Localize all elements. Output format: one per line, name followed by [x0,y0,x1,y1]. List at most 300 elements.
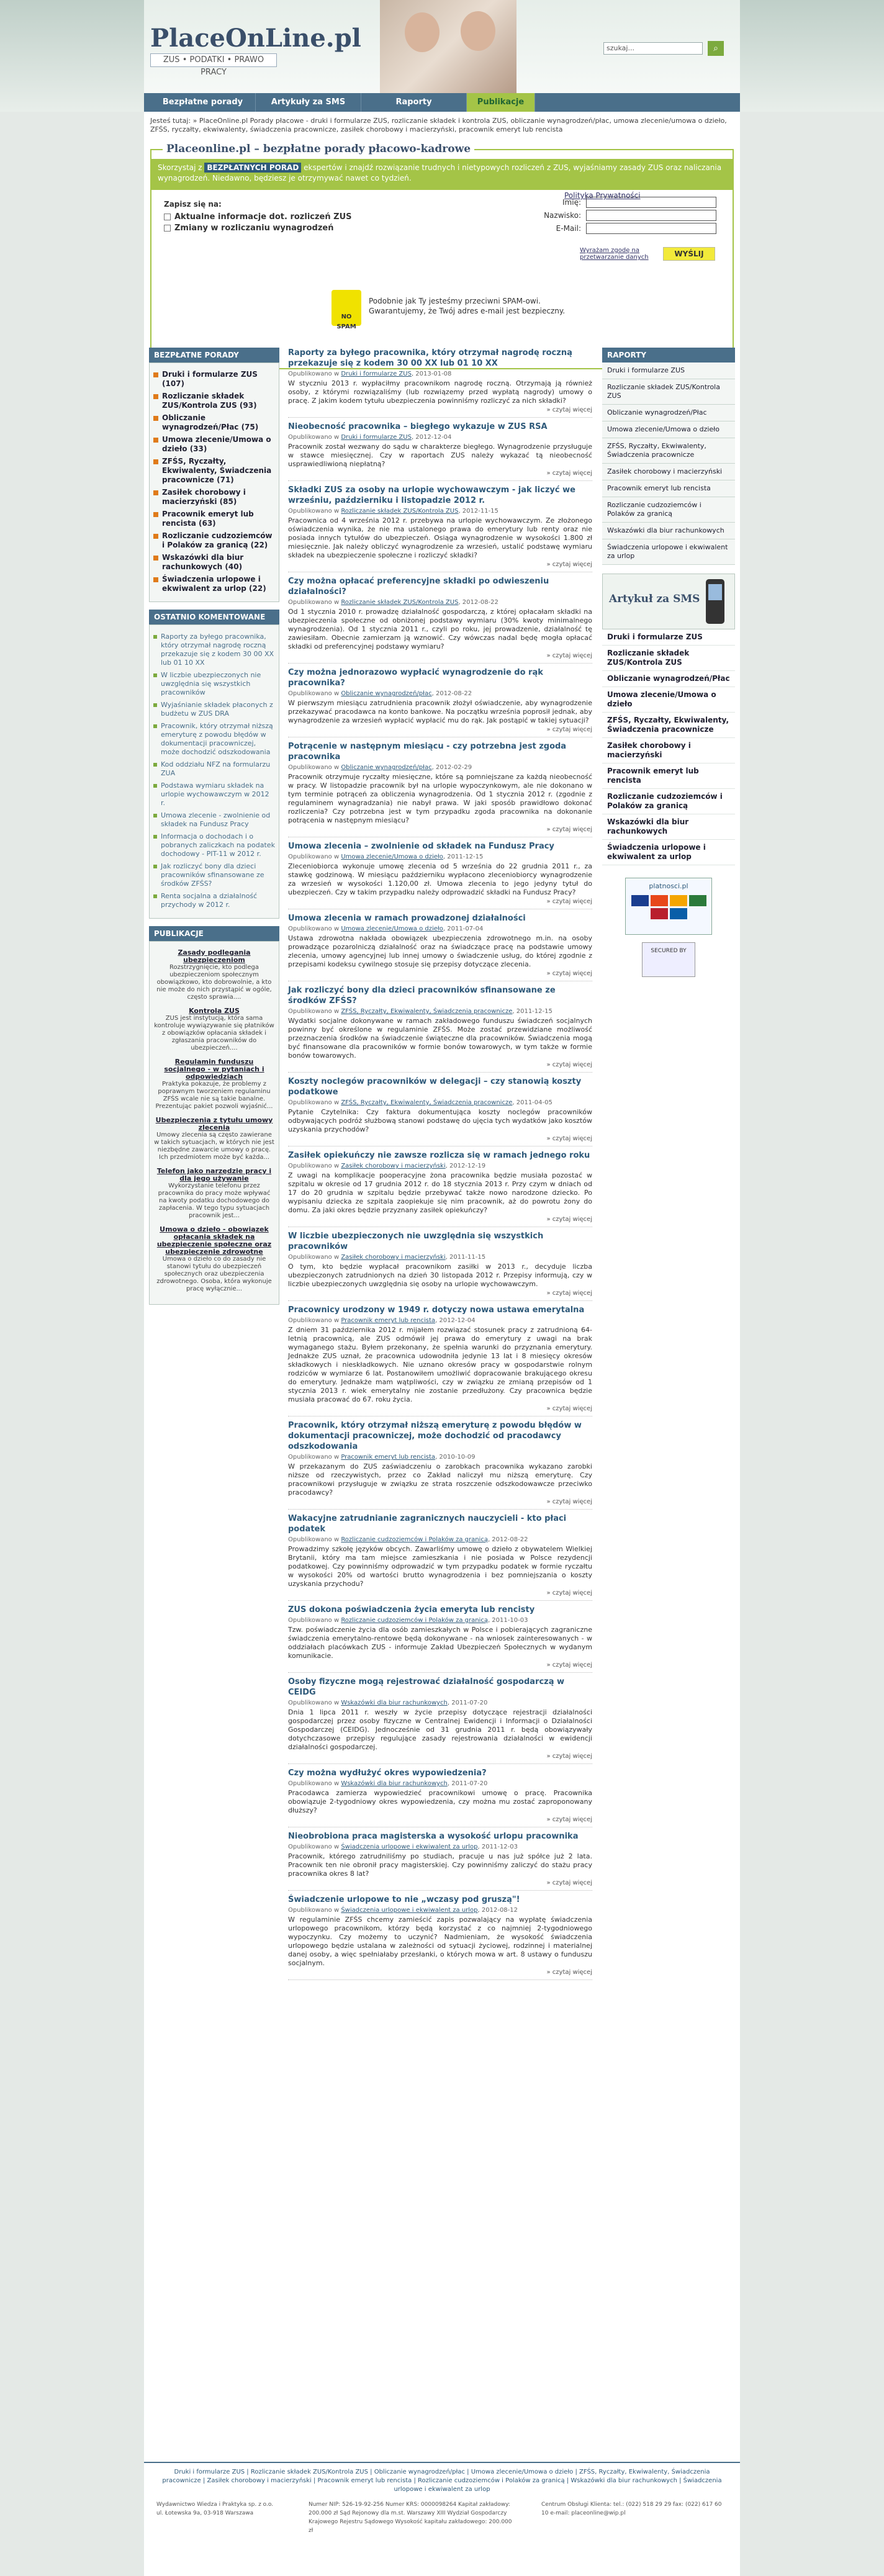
publication-title[interactable]: Regulamin funduszu socjalnego - w pytaniach i odpowiedziach [164,1058,264,1081]
raport-item[interactable]: Rozliczanie składek ZUS/Kontrola ZUS [602,379,735,405]
article-title[interactable]: Składki ZUS za osoby na urlopie wychowawczym - jak liczyć we wrześniu, październiku i listopadzie 2012 r. [288,485,575,505]
porady-item[interactable] [153,553,275,572]
article-date: , 2012-12-19 [445,1163,486,1169]
breadcrumb: Jesteś tutaj: » PlaceOnline.pl Porady płacowe - druki i formularze ZUS, rozliczanie składek i kontrola ZUS, obliczanie wynagrodzeń/płac, umowa zlecenie/umowa o dzieło, ZFŚS, ryczałty, ekwiwalenty, świadczenia pracownicze, zasiłek chorobowy i macierzyński, pracownik emeryt lub rencista [150,117,727,133]
publication-title[interactable]: Umowa o dzieło - obowiązek opłacania składek na ubezpieczenie społeczne oraz ubezpieczenie zdrowotne [156,1225,272,1256]
footer [144,2462,740,2540]
article-date: , 2011-07-20 [447,1780,488,1787]
article-meta [288,371,592,377]
article-title[interactable]: Jak rozliczyć bony dla dzieci pracowników sfinansowane ze środków ZFŚS? [288,986,556,1006]
article [288,985,592,1073]
left-sidebar [149,348,279,1305]
article-category[interactable]: Umowa zlecenie/Umowa o dzieło [341,925,443,932]
publication-item[interactable] [153,1007,275,1052]
article-category[interactable]: Rozliczanie cudzoziemców i Polaków za granicą [341,1536,488,1543]
publication-item[interactable] [153,1226,275,1293]
person-image [405,12,440,52]
article-excerpt: Zleceniobiorca wykonuje umowę zlecenia od 5 września do 22 grudnia 2011 r., za stawkę godzinową. W miesiącu październiku wypłacono zleceniobiorcy wynagrodzenie za wrzesień w wysokości 1.120,00 zł. Umowa zlecenia to jego jedyny tytuł do ubezpieczeń. Czy w takim przypadku należy odprowadzić składki na Fundusz Pracy? [288,862,592,896]
nav-raporty[interactable]: Raporty [361,93,467,112]
article-excerpt: Wydatki socjalne dokonywane w ramach zakładowego funduszu świadczeń socjalnych powinny być określone w regulaminie ZFŚS. Może zostać przewidziane możliwość przeznaczenia środków na świadczenie świąteczne dla pracowników. Świadczenia mogą być finansowane dla pracowników w formie bonów towarowych, w tym także w formie bonów towarowych. [288,1017,592,1060]
article-meta [288,1317,592,1324]
comment-item[interactable] [153,760,275,778]
nav-publikacje[interactable]: Publikacje [467,93,535,112]
bullet-icon [153,763,157,767]
person-image [461,11,495,51]
site-tagline: ZUS • PODATKI • PRAWO PRACY [150,53,277,67]
article-excerpt: Prowadzimy szkołę języków obcych. Zawarliśmy umowę o dzieło z obywatelem Wielkiej Brytanii, który ma tam miejsce zamieszkania i nie posiada w Polsce rezydencji podatkowej. Czy powinniśmy odprowadzić w tym przypadku podatek w formie ryczałtu w wysokości 20% od wartości brutto wynagrodzenia i bez pomniejszania o koszty uzyskania przychodu? [288,1545,592,1588]
article-title[interactable]: Pracownik, który otrzymał niższą emeryturę z powodu błędów w dokumentacji pracowniczej, może dochodzić od pracodawcy odszkodowania [288,1421,582,1451]
sms-banner[interactable] [602,574,735,629]
article-title[interactable]: Koszty noclegów pracowników w delegacji – czy stanowią koszty podatkowe [288,1077,582,1097]
article [288,1305,592,1416]
article [288,1076,592,1146]
article-category[interactable]: Rozliczanie składek ZUS/Kontrola ZUS [341,508,459,515]
porady-item[interactable] [153,392,275,410]
porady-label: Druki i formularze ZUS (107) [162,370,258,388]
bullet-icon [153,490,158,495]
article-date: , 2012-12-04 [435,1317,476,1324]
article-date: , 2011-07-20 [447,1700,488,1706]
nospam-icon: NO SPAM [332,290,361,326]
published-prefix: Opublikowano w [288,1907,341,1914]
comments-heading: OSTATNIO KOMENTOWANE [149,610,279,624]
article-excerpt: Pracownica od 4 września 2012 r. przebywa na urlopie wychowawczym. Ze złożonego oświadczenia wynika, że nie ma ustalonego prawa do emerytury lub renty oraz nie posiada innych tytułów do ubezpieczeń. Osiąga wynagrodzenie w wysokości 1.800 zł miesięcznie. Jak należy obliczyć wynagrodzenie za wrzesień, ustalić podstawę wymiaru składek na ubezpieczenie społeczne i rozliczyć składki? [288,516,592,559]
read-more-link[interactable]: » czytaj więcej [546,652,592,659]
article-date: , 2010-10-09 [435,1454,476,1461]
article-category[interactable]: Druki i formularze ZUS [341,434,412,441]
porady-label: Umowa zlecenie/Umowa o dzieło (33) [162,435,271,453]
article [288,421,592,481]
porady-item[interactable] [153,370,275,389]
read-more-link[interactable]: » czytaj więcej [546,1753,592,1760]
article-category[interactable]: Obliczanie wynagrodzeń/płac [341,764,432,771]
sms-item[interactable]: Rozliczanie składek ZUS/Kontrola ZUS [602,646,735,671]
article-meta [288,1536,592,1543]
article-category[interactable]: Świadczenia urlopowe i ekwiwalent za urlop [341,1844,478,1850]
card-logos [626,895,711,919]
article [288,841,592,909]
comment-item[interactable] [153,811,275,829]
porady-label: Zasiłek chorobowy i macierzyński (85) [162,488,246,506]
read-more-link[interactable]: » czytaj więcej [546,470,592,477]
card-icon [651,908,668,919]
read-more-link[interactable]: » czytaj więcej [546,407,592,413]
option-label: Aktualne informacje dot. rozliczeń ZUS [174,212,352,222]
article [288,485,592,572]
publication-item[interactable] [153,1117,275,1161]
raport-item[interactable]: Obliczanie wynagrodzeń/Płac [602,405,735,421]
bullet-icon [153,372,158,377]
published-prefix: Opublikowano w [288,1454,341,1461]
porady-label: Obliczanie wynagrodzeń/Płac (75) [162,413,259,431]
publication-title[interactable]: Telefon jako narzędzie pracy i dla jego używanie [156,1167,272,1182]
raport-item[interactable]: Zasiłek chorobowy i macierzyński [602,464,735,480]
comment-item[interactable] [153,633,275,667]
read-more-link[interactable]: » czytaj więcej [546,898,592,905]
article-title[interactable]: Umowa zlecenia w ramach prowadzonej działalności [288,914,526,923]
article-category[interactable]: Zasiłek chorobowy i macierzyński [341,1254,446,1261]
article [288,1605,592,1673]
publication-title[interactable]: Kontrola ZUS [189,1007,240,1015]
publication-desc: Rozstrzygnięcie, kto podlega ubezpieczeniom społecznym obowiązkowo, kto dobrowolnie, a kto nie może do nich przystąpić w ogóle, często sprawia.... [156,964,272,1001]
read-more-link[interactable]: » czytaj więcej [546,1405,592,1412]
published-prefix: Opublikowano w [288,508,341,515]
article-excerpt: Od 1 stycznia 2010 r. prowadzę działalność gospodarczą, z której opłacałam składki na ubezpieczenia społeczne od obniżonej podstawy wymiaru (30% kwoty minimalnego wynagrodzenia). Od 1 stycznia 2011 r., czyli po roku, jej prowadzenie, działalność tę zawiesiłam. Obecnie zamierzam ją wznowić. Czy wówczas nadal będę mogła opłacać składki od preferencyjnej podstawy wymiaru? [288,608,592,651]
sms-item[interactable]: Wskazówki dla biur rachunkowych [602,814,735,840]
published-prefix: Opublikowano w [288,1780,341,1787]
subscribe-form [164,191,716,281]
article [288,1231,592,1301]
article-date: , 2011-04-05 [512,1099,552,1106]
sms-item[interactable]: Druki i formularze ZUS [602,629,735,646]
read-more-link[interactable]: » czytaj więcej [546,1216,592,1223]
comment-item[interactable] [153,722,275,757]
article-excerpt: O tym, kto będzie wypłacał pracownikom zasiłki w 2013 r., decyduje liczba ubezpieczonych zatrudnionych na dzień 30 listopada 2012 r. Przepisy informują, czy w liczbie ubezpieczonych uwzględnia się osoby na urlopie wychowawczym. [288,1263,592,1288]
article-excerpt: Pracownik, którego zatrudniliśmy po studiach, pracuje u nas już spółce już 2 lata. Pracownik ten nie obronił pracy magisterskiej. Czy powinniśmy zaliczyć do stażu pracy pracownika okres 8 lat? [288,1852,592,1878]
article-title[interactable]: Czy można wydłużyć okres wypowiedzenia? [288,1768,487,1778]
comment-item[interactable] [153,671,275,697]
bullet-icon [153,724,157,728]
field-label: E-Mail: [556,224,581,233]
article-title[interactable]: Nieobrobiona praca magisterska a wysokość urlopu pracownika [288,1832,579,1841]
article-meta [288,434,592,441]
published-prefix: Opublikowano w [288,1844,341,1850]
article-meta [288,1617,592,1624]
intro-banner [151,159,733,190]
read-more-link[interactable]: » czytaj więcej [546,1969,592,1976]
read-more-link[interactable]: » czytaj więcej [546,1816,592,1823]
sms-item[interactable]: Zasiłek chorobowy i macierzyński [602,738,735,763]
payment-badge[interactable] [625,878,712,935]
comment-label: Kod oddziału NFZ na formularzu ZUA [161,760,271,777]
publication-desc: Praktyka pokazuje, że problemy z poprawnym tworzeniem regulaminu ZFŚS wcale nie są takie banalne. Prezentując pakiet pozwoli wyjaśnić... [155,1081,273,1110]
article-date: , 2012-12-04 [411,434,452,441]
article [288,1677,592,1764]
right-sidebar [602,348,735,977]
comment-label: Jak rozliczyć bony dla dzieci pracowników sfinansowane ze środków ZFŚS? [161,862,264,888]
article-meta [288,508,592,515]
phone-icon [706,579,724,624]
bullet-icon [153,673,157,677]
published-prefix: Opublikowano w [288,434,341,441]
comment-label: Renta socjalna a działalność przychody w 2012 r. [161,892,258,909]
article-title[interactable]: Czy można jednorazowo wypłacić wynagrodzenie do rąk pracownika? [288,668,543,688]
read-more-link[interactable]: » czytaj więcej [546,1590,592,1596]
article-excerpt: Ustawa zdrowotna nakłada obowiązek ubezpieczenia zdrowotnego m.in. na osoby prowadzące pozarolniczą działalność oraz na świadczące pracę na podstawie umowy zlecenia, umowy agencyjnej lub innej umowy o świadczenie usług, do której zgodnie z przepisami kodeksu cywilnego stosuje się przepisy dotyczące zlecenia. [288,934,592,968]
sms-item[interactable]: Świadczenia urlopowe i ekwiwalent za urlop [602,840,735,865]
raport-item[interactable]: Rozliczanie cudzoziemców i Polaków za granicą [602,497,735,523]
porady-label: ZFŚS, Ryczałty, Ekwiwalenty, Świadczenia pracownicze (71) [162,457,272,484]
article-excerpt: W przekazanym do ZUS zaświadczeniu o zarobkach pracownika wykazano zarobki niższe od rzeczywistych, przez co Zakład naliczył mu niższą emeryturę. Czy pracownikowi przysługuje w związku ze strata roszczenie odszkodowawcze przeciwko pracodawcy? [288,1462,592,1497]
sms-item[interactable]: Obliczanie wynagrodzeń/Płac [602,671,735,687]
email-input[interactable] [586,223,716,234]
consent-link[interactable]: Wyrażam zgodę na przetwarzanie danych [580,247,649,261]
article-category[interactable]: Druki i formularze ZUS [341,371,412,377]
intro-text: ekspertów i znajdź rozwiązanie trudnych i nietypowych rozliczeń z ZUS, wyjaśniamy zasady ZUS oraz naliczania wynagrodzeń. Niedawno, będziesz je otrzymywać nawet co tydzień. [158,163,722,182]
article-category[interactable]: Świadczenia urlopowe i ekwiwalent za urlop [341,1907,478,1914]
bullet-icon [153,512,158,517]
porady-item[interactable] [153,531,275,550]
card-icon [670,895,687,906]
article-title[interactable]: Umowa zlecenia – zwolnienie od składek na Fundusz Pracy [288,842,554,851]
article-date: , 2012-08-22 [458,599,498,606]
raport-item[interactable]: Pracownik emeryt lub rencista [602,480,735,497]
sms-list [602,629,735,865]
read-more-link[interactable]: » czytaj więcej [546,1662,592,1669]
bullet-icon [153,416,158,421]
publication-title[interactable]: Ubezpieczenia z tytułu umowy zlecenia [155,1116,273,1132]
raporty-list [602,363,735,565]
article-meta [288,690,592,697]
field-label: Nazwisko: [544,211,581,220]
comment-item[interactable] [153,781,275,808]
article-date: , 2012-08-22 [487,1536,528,1543]
article-category[interactable]: Umowa zlecenie/Umowa o dzieło [341,853,443,860]
bullet-icon [153,438,158,443]
bullet-icon [153,703,157,707]
publication-desc: ZUS jest instytucją, która sama kontroluje wywiązywanie się płatników z obowiązków opłacania składek i zgłaszania pracowników do ubezpieczeń.... [154,1015,274,1052]
article-excerpt: Dnia 1 lipca 2011 r. weszły w życie przepisy dotyczące rejestracji działalności gospodarczej przez osoby fizyczne w Centralnej Ewidencji i Informacji o Działalności Gospodarczej (CEIDG). Jednocześnie od 31 grudnia 2011 r. będą obowiązywały dotychczasowe przepisy regulujące zasady rejestrowania działalności w ewidencji działalności gospodarczej. [288,1708,592,1751]
porady-label: Rozliczanie składek ZUS/Kontrola ZUS (93) [162,392,257,410]
card-icon [651,895,668,906]
footer-links[interactable]: Druki i formularze ZUS | Rozliczanie składek ZUS/Kontrola ZUS | Obliczanie wynagrodzeń/płac | Umowa zlecenie/Umowa o dzieło | ZFŚS, Ryczałty, Ekwiwalenty, Świadczenia pracownicze | Zasiłek chorobowy i macierzyński | Pracownik emeryt lub rencista | Rozliczanie cudzoziemców i Polaków za granicą | Wskazówki dla biur rachunkowych | Świadczenia urlopowe i ekwiwalent za urlop [162,2469,722,2493]
checkbox[interactable] [164,225,171,232]
bullet-icon [153,556,158,561]
porady-heading: BEZPŁATNE PORADY [149,348,279,363]
article-title[interactable]: Osoby fizyczne mogą rejestrować działalność gospodarczą w CEIDG [288,1677,565,1697]
sms-title: Artykuł za SMS [609,593,700,605]
bullet-icon [153,459,158,464]
read-more-link[interactable]: » czytaj więcej [546,970,592,977]
article-date: , 2012-08-22 [431,690,472,697]
article-meta [288,599,592,606]
checkbox[interactable] [164,214,171,220]
privacy-link[interactable]: Polityka Prywatności [564,191,641,200]
article-category[interactable]: Zasiłek chorobowy i macierzyński [341,1163,446,1169]
seal-label: SECURED BY [651,948,687,954]
nospam-text: Podobnie jak Ty jesteśmy przeciwni SPAM-owi. Gwarantujemy, że Twój adres e-mail jest bezpieczny. [369,297,566,315]
porady-label: Pracownik emeryt lub rencista (63) [162,510,254,528]
sms-item[interactable]: ZFŚS, Ryczałty, Ekwiwalenty, Świadczenia pracownicze [602,713,735,738]
article-title[interactable]: Pracownicy urodzony w 1949 r. dotyczy nowa ustawa emerytalna [288,1305,585,1315]
bullet-icon [153,784,157,788]
comment-label: W liczbie ubezpieczonych nie uwzględnia się wszystkich pracowników [161,671,261,696]
comment-label: Pracownik, który otrzymał niższą emeryturę z powodu błędów w dokumentacji pracowniczej, może dochodzić odszkodowania [161,722,273,756]
porady-label: Rozliczanie cudzoziemców i Polaków za granicą (22) [162,531,273,549]
search-input[interactable]: szukaj... [603,42,703,55]
comment-item[interactable] [153,701,275,718]
porady-item[interactable] [153,488,275,507]
read-more-link[interactable]: » czytaj więcej [546,1061,592,1068]
article [288,741,592,837]
send-button[interactable]: WYŚLIJ [663,247,715,261]
article-date: , 2011-12-03 [477,1844,518,1850]
published-prefix: Opublikowano w [288,1099,341,1106]
article-meta [288,1099,592,1106]
article-category[interactable]: ZFŚS, Ryczałty, Ekwiwalenty, Świadczenia pracownicze [341,1008,513,1015]
comment-item[interactable] [153,832,275,858]
article-category[interactable]: Pracownik emeryt lub rencista [341,1317,436,1324]
publications-list [149,941,279,1305]
search-button[interactable] [708,41,724,56]
article-meta [288,1163,592,1169]
article-category[interactable]: Wskazówki dla biur rachunkowych [341,1700,448,1706]
porady-item[interactable] [153,435,275,454]
article-title[interactable]: Zasiłek opiekuńczy nie zawsze rozlicza się w ramach jednego roku [288,1151,590,1160]
nav-artykuly-sms[interactable]: Artykuły za SMS [256,93,361,112]
read-more-link[interactable]: » czytaj więcej [546,826,592,833]
payment-label: platnosci.pl [649,882,688,890]
footer-registry: Numer NIP: 526-19-92-256 Numer KRS: 0000098264 Kapitał zakładowy: 200.000 zł Sąd Rejonowy dla m.st. Warszawy XIII Wydział Gospodarczy Krajowego Rejestru Sądowego Wysokość kapitału zakładowego: 200.000 zł [309,2502,512,2534]
raport-item[interactable]: ZFŚS, Ryczałty, Ekwiwalenty, Świadczenia pracownicze [602,438,735,464]
porady-label: Wskazówki dla biur rachunkowych (40) [162,553,244,571]
article [288,667,592,737]
published-prefix: Opublikowano w [288,1700,341,1706]
article-date: , 2012-02-29 [431,764,472,771]
read-more-link[interactable]: » czytaj więcej [546,1135,592,1142]
article-excerpt: Z uwagi na komplikacje pooperacyjne żona pracownika będzie musiała pozostać w szpitalu w okresie od 17 grudnia 2012 r. do 18 stycznia 2013 r. Przy czym w dniach od 17 do 20 grudnia w szpitalu będzie przebywać także nowo narodzone dziecko. Po wypisaniu dziecka ze szpitala zaopiekuje się nim pracownik, aż do powrotu żony do domu. Za jaki okres będzie przyznany zasiłek opiekuńczy? [288,1171,592,1214]
publication-desc: Umowy zlecenia są często zawierane w takich sytuacjach, w których nie jest niezbędne zawarcie umowy o pracę. Ich przedmiotem może być każda... [154,1132,274,1161]
published-prefix: Opublikowano w [288,1008,341,1015]
search-icon: ⌕ [713,43,718,53]
sms-item[interactable]: Umowa zlecenie/Umowa o dzieło [602,687,735,713]
bullet-icon [153,394,158,399]
raport-item[interactable]: Druki i formularze ZUS [602,363,735,379]
nav-bezplatne-porady[interactable]: Bezpłatne porady [150,93,256,112]
published-prefix: Opublikowano w [288,1163,341,1169]
raport-item[interactable]: Świadczenia urlopowe i ekwiwalent za urlop [602,539,735,565]
publications-heading: PUBLIKACJE [149,926,279,941]
security-seal[interactable] [642,942,695,977]
comment-item[interactable] [153,862,275,888]
article [288,1768,592,1827]
comment-label: Wyjaśnianie składek płaconych z budżetu w ZUS DRA [161,701,273,718]
article-meta [288,1907,592,1914]
article-title[interactable]: Nieobecność pracownika – biegłego wykazuje w ZUS RSA [288,422,548,431]
article-category[interactable]: Rozliczanie składek ZUS/Kontrola ZUS [341,599,459,606]
article-category[interactable]: Pracownik emeryt lub rencista [341,1454,436,1461]
article-category[interactable]: ZFŚS, Ryczałty, Ekwiwalenty, Świadczenia pracownicze [341,1099,513,1106]
article [288,576,592,664]
publication-desc: Wykorzystanie telefonu przez pracownika do pracy może wpływać na kwoty podatku dochodowego do zapłacenia. W tego typu sytuacjach pracownik jest... [158,1182,271,1219]
article-date: , 2011-12-15 [443,853,484,860]
article-excerpt: W regulaminie ZFŚS chcemy zamieścić zapis pozwalający na wypłatę świadczenia urlopowego pracownikom, którzy będą korzystać z co najmniej 2-tygodniowego wypoczynku. Czy możemy to uczynić? Nadmieniam, że wysokość świadczenia urlopowego będzie ustalana w zależności od sytuacji życiowej, rodzinnej i materialnej danej osoby, a więc spełniałaby przesłanki, o których mowa w art. 8 ustawy o funduszu socjalnym. [288,1916,592,1967]
raporty-heading: RAPORTY [602,348,735,363]
card-icon [670,908,687,919]
porady-item[interactable] [153,575,275,593]
page-wrapper [144,0,740,2576]
read-more-link[interactable]: » czytaj więcej [546,561,592,568]
article [288,348,592,418]
porady-item[interactable] [153,510,275,528]
published-prefix: Opublikowano w [288,764,341,771]
card-icon [631,895,649,906]
surname-input[interactable] [586,210,716,221]
read-more-link[interactable]: » czytaj więcej [546,1290,592,1297]
published-prefix: Opublikowano w [288,853,341,860]
footer-info [156,2500,728,2535]
article-excerpt: Pytanie Czytelnika: Czy faktura dokumentująca koszty noclegów pracowników odbywających podróż służbową stanowi podstawę do ujęcia tych wydatków jako kosztów uzyskania przychodów? [288,1108,592,1133]
intro-text: Skorzystaj z [158,163,202,172]
article-category[interactable]: Rozliczanie cudzoziemców i Polaków za granicą [341,1617,488,1624]
article-title[interactable]: ZUS dokona poświadczenia życia emeryta lub rencisty [288,1605,535,1615]
article-date: , 2011-11-15 [445,1254,486,1261]
article-title[interactable]: Czy można opłacać preferencyjne składki po odwieszeniu działalności? [288,577,549,597]
porady-item[interactable] [153,457,275,485]
comment-label: Podstawa wymiaru składek na urlopie wychowawczym w 2012 r. [161,781,269,807]
bullet-icon [153,894,157,898]
article [288,1150,592,1227]
article-date: , 2011-07-04 [443,925,484,932]
subscribe-heading: Zapisz się na: [164,200,222,209]
article-title[interactable]: Raporty za byłego pracownika, który otrzymał nagrodę roczną przekazuje się z kodem 30 00 XX lub 01 10 XX [288,348,572,368]
raport-item[interactable]: Wskazówki dla biur rachunkowych [602,523,735,539]
footer-contact: Centrum Obsługi Klienta: tel.: (022) 518 29 29 fax: (022) 617 60 10 e-mail: placeonline@wip.pl [541,2502,722,2516]
sms-item[interactable]: Rozliczanie cudzoziemców i Polaków za granicą [602,789,735,814]
article-meta [288,1008,592,1015]
bullet-icon [153,835,157,839]
articles-column [288,348,592,1984]
comment-item[interactable] [153,892,275,909]
article-title[interactable]: Wakacyjne zatrudnianie zagranicznych nauczycieli - kto płaci podatek [288,1514,567,1534]
intro-box [150,143,734,369]
porady-item[interactable] [153,413,275,432]
surname-field [425,210,716,221]
article-meta [288,1254,592,1261]
article-excerpt: Pracownik został wezwany do sądu w charakterze biegłego. Wynagrodzenie przysługuje w stawce miesięcznej. Czy w raportach ZUS należy wykazać tą nieobecność usprawiedliwioną niepłatną? [288,443,592,468]
raport-item[interactable]: Umowa zlecenie/Umowa o dzieło [602,421,735,438]
porady-list [149,363,279,602]
nospam-notice [332,290,580,330]
article-excerpt: Z dniem 31 października 2012 r. mijałem rozwiązać stosunek pracy z zatrudnioną 64-letnią pracownicą, ale ZUS odmówił jej prawa do emerytury z uwagi na brak wymaganego stażu. Byłem przekonany, że spełnia warunki do przyznania emerytury. Jednakże ZUS uznał, że pracownica udowodniła jedynie 13 lat i 8 miesięcy okresów składkowych i nieskładkowych. Nie uznano okresów pracy w gospodarstwie rolnym rodziców w wymiarze 6 lat. Postanowiłem umożliwić dopracowanie brakującego okresu do emerytury. Jednakże mam wątpliwości, czy w związku ze zmianą przepisów od 1 stycznia 2013 r. wiek emerytalny nie zostanie przedłużony. Czy pracownica będzie musiała pracować do 67. roku życia. [288,1326,592,1403]
publication-item[interactable] [153,1058,275,1110]
intro-badge: BEZPŁATNYCH PORAD [204,163,301,173]
publication-item[interactable] [153,949,275,1001]
published-prefix: Opublikowano w [288,690,341,697]
article-title[interactable]: Potrącenie w następnym miesiącu - czy potrzebna jest zgoda pracownika [288,742,567,762]
read-more-link[interactable]: » czytaj więcej [546,1498,592,1505]
article-excerpt: Pracownik otrzymuje ryczałty miesięczne, które są pomniejszane za każdą nieobecność w pracy. W listopadzie pracownik był na urlopie wypoczynkowym, ale nie dokonano w tym terminie potrąceń za obliczenia wynagrodzenia. Od 1 stycznia 2012 r. (zgodnie z regulaminem wynagradzania) nie nabył prawa. W jaki sposób prawidłowo dokonać rozliczenia? Czy potrzebna jest w tym przypadku zgoda pracownika na dokonanie potrącenia w następnym miesiącu? [288,773,592,824]
article-title[interactable]: Świadczenie urlopowe to nie „wczasy pod gruszą"! [288,1895,520,1904]
publication-desc: Umowa o dzieło co do zasady nie stanowi tytułu do ubezpieczeń społecznych oraz ubezpieczenia zdrowotnego. Osoba, która wykonuje pracę wyłącznie... [156,1256,272,1292]
article-meta [288,1454,592,1461]
published-prefix: Opublikowano w [288,925,341,932]
publication-title[interactable]: Zasady podlegania ubezpieczeniom [178,948,251,964]
form-fields [425,191,716,261]
read-more-link[interactable]: » czytaj więcej [546,1880,592,1886]
published-prefix: Opublikowano w [288,371,341,377]
publication-item[interactable] [153,1168,275,1220]
article-date: , 2011-12-15 [512,1008,552,1015]
article-meta [288,764,592,771]
article-title[interactable]: W liczbie ubezpieczonych nie uwzględnia się wszystkich pracowników [288,1232,544,1251]
published-prefix: Opublikowano w [288,1536,341,1543]
published-prefix: Opublikowano w [288,1617,341,1624]
article-category[interactable]: Wskazówki dla biur rachunkowych [341,1780,448,1787]
footer-company: Wydawnictwo Wiedza i Praktyka sp. z o.o. ul. Łotewska 9a, 03-918 Warszawa [156,2502,274,2516]
article [288,913,592,981]
site-logo[interactable]: PlaceOnLine.pl [150,24,361,53]
article [288,1513,592,1601]
sms-item[interactable]: Pracownik emeryt lub rencista [602,763,735,789]
read-more-link[interactable]: » czytaj więcej [546,726,592,733]
article-category[interactable]: Obliczanie wynagrodzeń/płac [341,690,432,697]
bullet-icon [153,865,157,868]
comments-list [149,624,279,919]
article-meta [288,1844,592,1850]
published-prefix: Opublikowano w [288,599,341,606]
bullet-icon [153,577,158,582]
